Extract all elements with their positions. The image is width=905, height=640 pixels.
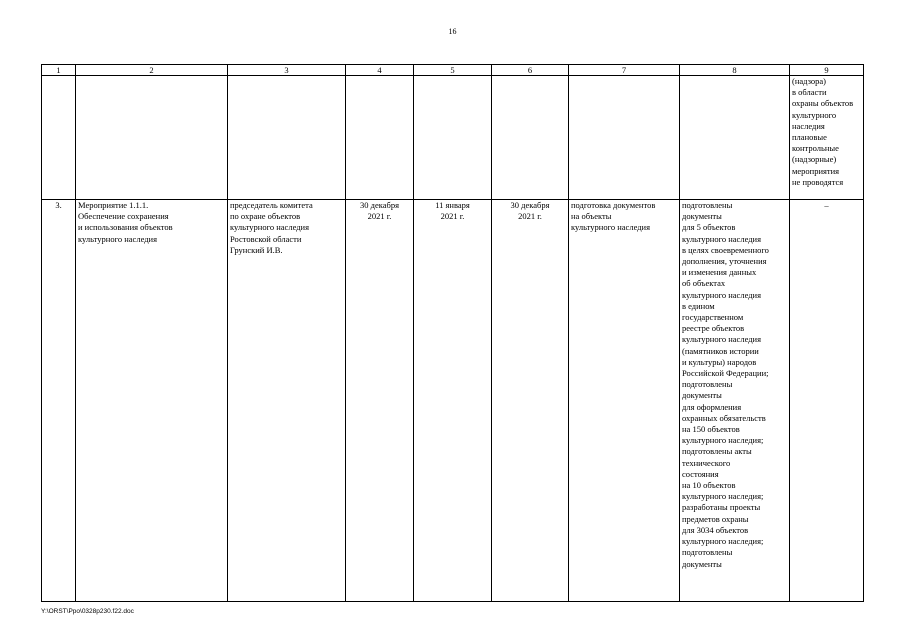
column-number: 3 [228,65,346,76]
continuation-note-cell [790,76,864,200]
text-line: в едином [682,300,715,311]
text-line: культурного наследия; [682,536,764,547]
text-line: плановые [792,132,827,143]
text-line: культурного наследия [682,289,762,300]
page-number: 16 [448,27,457,36]
text-line: культурного наследия; [682,435,764,446]
text-line: Мероприятие 1.1.1. [78,200,149,210]
empty-cell [680,76,790,200]
text-line: культурного наследия [682,334,762,345]
text-line: 2021 г. [367,211,392,222]
empty-cell [346,76,414,200]
text-line: наследия [792,120,825,131]
text-line: культурного наследия; [682,491,764,502]
text-line: 11 января [435,200,470,210]
text-line: документы [682,390,722,401]
date-cell [492,200,569,602]
text-line: Ростовской области [230,233,302,244]
text-line: об объектах [682,278,726,289]
table-row [42,200,864,602]
text-line: (памятников истории [682,345,759,356]
text-line: на 150 объектов [682,424,740,435]
text-line: и использования объектов [78,222,173,233]
text-line: предметов охраны [682,513,749,524]
text-line: 30 декабря [360,200,399,210]
text-line: состояния [682,468,719,479]
row-number: 3. [42,200,76,602]
text-line: в целях своевременного [682,244,769,255]
text-line: дополнения, уточнения [682,256,767,267]
text-line: культурного наследия [682,233,762,244]
text-line: документы [682,211,722,222]
text-line: культурного [792,109,837,120]
empty-cell [569,76,680,200]
column-number: 5 [414,65,492,76]
empty-cell [492,76,569,200]
text-line: мероприятия [792,165,840,176]
column-number: 9 [790,65,864,76]
empty-cell [76,76,228,200]
text-line: реестре объектов [682,323,745,334]
text-line: культурного наследия [571,222,651,233]
empty-cell [228,76,346,200]
date-cell [414,200,492,602]
date-cell [346,200,414,602]
column-number: 2 [76,65,228,76]
text-line: подготовлены [682,379,733,390]
text-line: документы [682,558,722,569]
text-line: культурного наследия [78,233,158,244]
file-path-footer: Y:\ORST\Ppo\0328p230.f22.doc [41,608,134,615]
text-line: для 3034 объектов [682,524,749,535]
text-line: на 10 объектов [682,480,736,491]
text-line: государственном [682,312,744,323]
column-number: 4 [346,65,414,76]
text-line: на объекты [571,211,612,222]
text-line: Грунский И.В. [230,244,283,255]
text-line: (надзорные) [792,154,837,165]
text-line: в области [792,87,827,98]
text-line: технического [682,457,731,468]
column-number: 1 [42,65,76,76]
result-cell [680,200,790,602]
text-line: не проводятся [792,176,844,187]
text-line: и культуры) народов [682,356,757,367]
text-line: 2021 г. [440,211,465,222]
text-line: подготовлены [682,547,733,558]
empty-cell [42,76,76,200]
text-line: подготовлены [682,200,733,210]
text-line: Обеспечение сохранения [78,211,169,222]
control-result-cell: – [790,200,864,602]
text-line: (надзора) [792,76,826,86]
event-cell [569,200,680,602]
plan-table [41,64,864,602]
text-line: контрольные [792,143,839,154]
text-line: и изменения данных [682,267,757,278]
text-line: охраны объектов [792,98,854,109]
text-line: подготовка документов [571,200,656,210]
text-line: по охране объектов [230,211,301,222]
column-number: 8 [680,65,790,76]
column-number: 6 [492,65,569,76]
column-number-row [42,65,864,76]
text-line: Российской Федерации; [682,368,769,379]
text-line: культурного наследия [230,222,310,233]
column-number: 7 [569,65,680,76]
continuation-row [42,76,864,200]
text-line: для 5 объектов [682,222,736,233]
empty-cell [414,76,492,200]
text-line: председатель комитета [230,200,313,210]
responsible-cell [228,200,346,602]
text-line: разработаны проекты [682,502,761,513]
text-line: для оформления [682,401,742,412]
text-line: подготовлены акты [682,446,752,457]
text-line: 2021 г. [518,211,542,222]
text-line: 30 декабря [510,200,550,210]
text-line: охранных обязательств [682,412,766,423]
activity-cell [76,200,228,602]
